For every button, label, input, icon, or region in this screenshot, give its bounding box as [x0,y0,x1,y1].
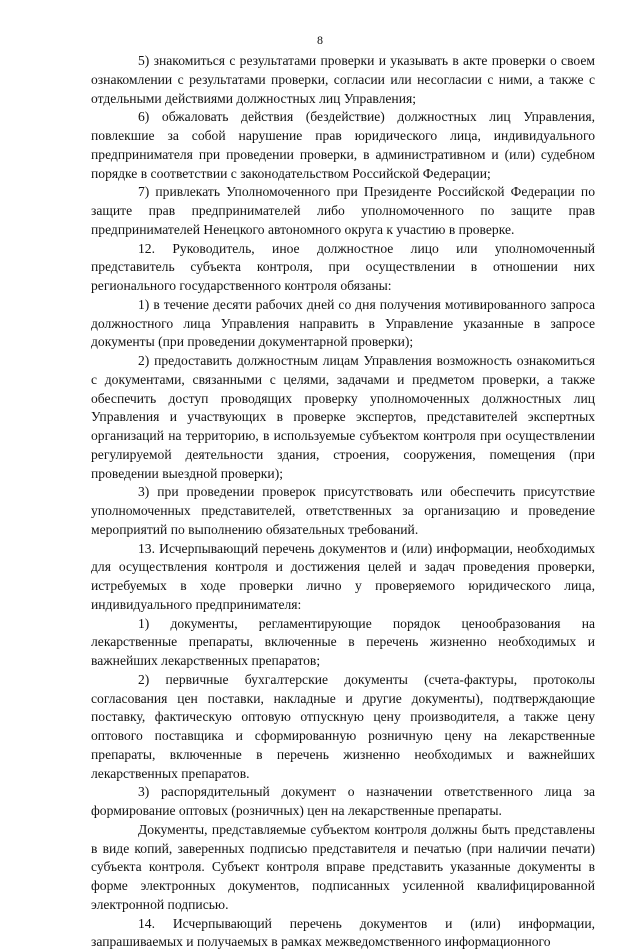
paragraph-section-14: 14. Исчерпывающий перечень документов и (или) информации, запрашиваемых и получаемых в рамках межведомственного информационного [91,915,595,952]
paragraph-section-13: 13. Исчерпывающий перечень документов и (или) информации, необходимых для осуществления контроля и достижения целей и задач проведения проверки, истребуемых в ходе проверки лично у проверяемого юридического лица, индивидуального предпринимателя: [91,540,595,615]
paragraph-section-12: 12. Руководитель, иное должностное лицо или уполномоченный представитель субъекта контроля, при осуществлении в отношении них регионального государственного контроля обязаны: [91,240,595,296]
paragraph-12-item-2: 2) предоставить должностным лицам Управления возможность ознакомиться с документами, связанными с целями, задачами и предметом проверки, а также обеспечить доступ проводящих проверку уполномоченных должностных лиц Управления и участвующих в проверке экспертов, представителей экспертных организаций на территорию, в используемые субъектом контроля при осуществлении регулируемой деятельности здания, строения, сооружения, помещения (при проведении выездной проверки); [91,352,595,483]
paragraph-item-7: 7) привлекать Уполномоченного при Президенте Российской Федерации по защите прав предпринимателей либо уполномоченного по защите прав предпринимателей Ненецкого автономного округа к участию в проверке. [91,183,595,239]
paragraph-13-item-2: 2) первичные бухгалтерские документы (счета-фактуры, протоколы согласования цен поставки, накладные и другие документы), подтверждающие поставку, фактическую оптовую отпускную цену производителя, а также цену оптового поставщика и сформированную розничную цену на лекарственные препараты, включенные в перечень жизненно необходимых и важнейших лекарственных препаратов. [91,671,595,784]
paragraph-item-6: 6) обжаловать действия (бездействие) должностных лиц Управления, повлекшие за собой нарушение прав юридического лица, индивидуального предпринимателя при проведении проверки, в административном и (или) судебном порядке в соответствии с законодательством Российской Федерации; [91,108,595,183]
paragraph-12-item-3: 3) при проведении проверок присутствовать или обеспечить присутствие уполномоченных представителей, ответственных за организацию и проведение мероприятий по выполнению обязательных требований. [91,483,595,539]
page-number: 8 [0,33,640,48]
paragraph-12-item-1: 1) в течение десяти рабочих дней со дня получения мотивированного запроса должностного лица Управления направить в Управление указанные в запросе документы (при проведении документарной проверки); [91,296,595,352]
document-body [91,52,595,952]
paragraph-documents-note: Документы, представляемые субъектом контроля должны быть представлены в виде копий, заверенных подписью представителя и печатью (при наличии печати) субъекта контроля. Субъект контроля вправе представить указанные документы в форме электронных документов, подписанных усиленной квалифицированной электронной подписью. [91,821,595,915]
paragraph-13-item-1: 1) документы, регламентирующие порядок ценообразования на лекарственные препараты, включенные в перечень жизненно необходимых и важнейших лекарственных препаратов; [91,615,595,671]
paragraph-13-item-3: 3) распорядительный документ о назначении ответственного лица за формирование оптовых (розничных) цен на лекарственные препараты. [91,783,595,821]
paragraph-item-5: 5) знакомиться с результатами проверки и указывать в акте проверки о своем ознакомлении с результатами проверки, согласии или несогласии с ними, а также с отдельными действиями должностных лиц Управления; [91,52,595,108]
